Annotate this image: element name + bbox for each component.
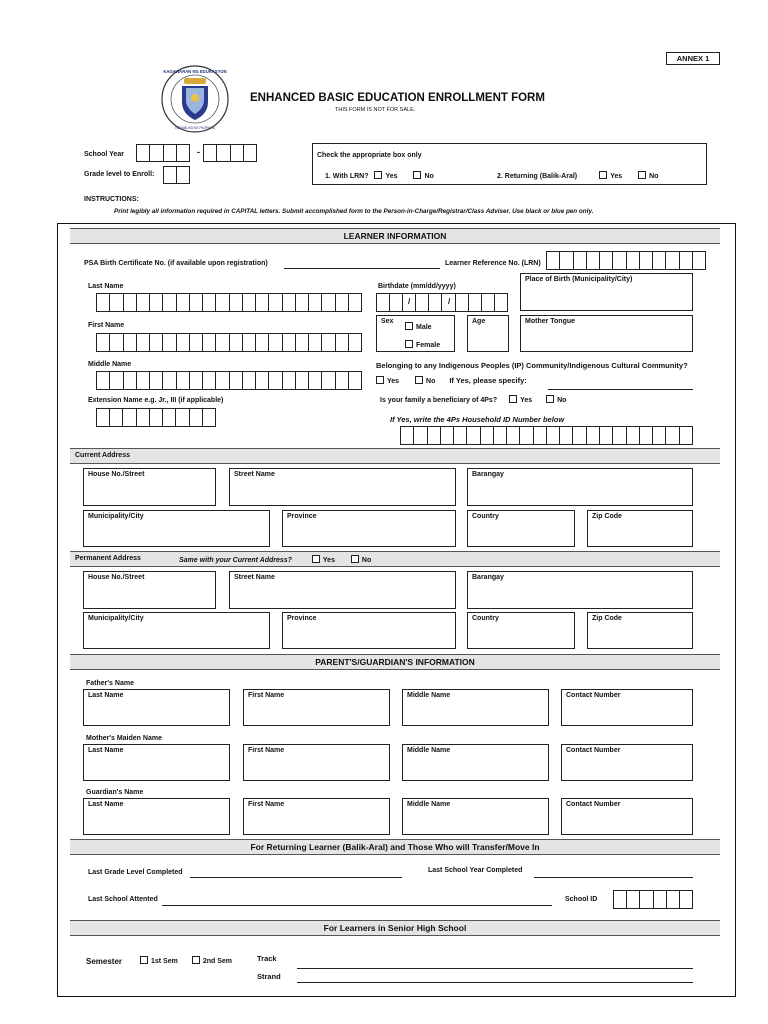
current-municipality-input[interactable] [83, 510, 270, 547]
mother-last-name-label: Last Name [88, 747, 124, 754]
guardian-name-label: Guardian's Name [86, 789, 144, 796]
same-address-yes-checkbox[interactable] [312, 555, 320, 563]
school-id-label: School ID [565, 896, 598, 903]
father-first-name-input[interactable] [243, 689, 390, 726]
father-name-label: Father's Name [86, 680, 134, 687]
current-zip-label: Zip Code [592, 513, 622, 520]
mother-name-label: Mother's Maiden Name [86, 735, 162, 742]
returning-no-checkbox[interactable] [638, 171, 646, 179]
last-name-label: Last Name [88, 283, 124, 290]
last-sy-input[interactable] [534, 877, 693, 878]
birthdate-slash-1: / [408, 297, 411, 306]
age-label: Age [472, 318, 486, 325]
sex-label: Sex [381, 318, 394, 325]
last-sy-label: Last School Year Completed [428, 867, 523, 874]
track-label: Track [257, 954, 277, 963]
current-zip-input[interactable] [587, 510, 693, 547]
permanent-municipality-input[interactable] [83, 612, 270, 649]
ip-specify-input[interactable] [548, 389, 693, 390]
lrn-input[interactable] [546, 251, 706, 270]
second-sem-label: 2nd Sem [202, 958, 232, 965]
mother-middle-name-input[interactable] [402, 744, 549, 781]
permanent-address-header: Permanent Address [75, 555, 141, 562]
place-of-birth-label: Place of Birth (Municipality/City) [525, 276, 633, 283]
father-contact-label: Contact Number [566, 692, 621, 699]
mother-tongue-label: Mother Tongue [525, 318, 576, 325]
female-checkbox[interactable] [405, 340, 413, 348]
birthdate-slash-2: / [448, 297, 451, 306]
current-barangay-label: Barangay [472, 471, 504, 478]
learner-info-header: LEARNER INFORMATION [70, 228, 720, 244]
guardian-first-name-label: First Name [248, 801, 285, 808]
permanent-street-label: Street Name [234, 574, 275, 581]
semester-label: Semester [86, 957, 123, 966]
returning-yes-checkbox[interactable] [599, 171, 607, 179]
permanent-zip-input[interactable] [587, 612, 693, 649]
permanent-barangay-label: Barangay [472, 574, 504, 581]
male-option [405, 322, 432, 331]
mother-first-name-label: First Name [248, 747, 285, 754]
check-box-group [312, 143, 707, 185]
place-of-birth-input[interactable] [520, 273, 693, 311]
father-first-name-label: First Name [248, 692, 285, 699]
last-name-input[interactable] [96, 293, 362, 312]
ip-yes-label: Yes [387, 378, 400, 385]
current-municipality-label: Municipality/City [88, 513, 144, 520]
birthdate-input[interactable] [376, 293, 508, 312]
mother-first-name-input[interactable] [243, 744, 390, 781]
mother-last-name-input[interactable] [83, 744, 230, 781]
fourps-no-checkbox[interactable] [546, 395, 554, 403]
guardian-first-name-input[interactable] [243, 798, 390, 835]
age-input[interactable] [467, 315, 509, 352]
ip-yes-checkbox[interactable] [376, 376, 384, 384]
guardian-middle-name-label: Middle Name [407, 801, 451, 808]
extension-name-label: Extension Name e.g. Jr., III (if applicable) [88, 397, 224, 404]
track-input[interactable] [297, 968, 693, 969]
lrn-yes-label: Yes [385, 173, 398, 180]
last-school-input[interactable] [162, 905, 552, 906]
same-address-yes-label: Yes [322, 557, 335, 564]
instructions-heading: INSTRUCTIONS: [84, 196, 139, 203]
current-address-header-bar [70, 448, 720, 464]
current-street-label: Street Name [234, 471, 275, 478]
semester-options [140, 956, 232, 965]
permanent-barangay-input[interactable] [467, 571, 693, 609]
ip-no-checkbox[interactable] [415, 376, 423, 384]
permanent-zip-label: Zip Code [592, 615, 622, 622]
seal-bottom-text: REPUBLIKA NG PILIPINAS [175, 126, 215, 130]
parents-header: PARENT'S/GUARDIAN'S INFORMATION [70, 654, 720, 670]
same-address-row [179, 555, 371, 564]
first-sem-checkbox[interactable] [140, 956, 148, 964]
permanent-house-input[interactable] [83, 571, 216, 609]
annex-label: ANNEX 1 [666, 52, 720, 65]
current-street-input[interactable] [229, 468, 456, 506]
father-last-name-label: Last Name [88, 692, 124, 699]
permanent-street-input[interactable] [229, 571, 456, 609]
mother-middle-name-label: Middle Name [407, 747, 451, 754]
school-id-input[interactable] [613, 890, 693, 909]
last-grade-label: Last Grade Level Completed [88, 869, 183, 876]
mother-contact-input[interactable] [561, 744, 693, 781]
grade-level-label: Grade level to Enroll: [84, 171, 155, 178]
mother-tongue-input[interactable] [520, 315, 693, 352]
permanent-house-label: House No./Street [88, 574, 145, 581]
fourps-id-input[interactable] [400, 426, 693, 445]
birthdate-label: Birthdate (mm/dd/yyyy) [378, 283, 456, 290]
seal-ring-text: KAGAWARAN NG EDUKASYON [163, 69, 227, 74]
returning-header: For Returning Learner (Balik-Aral) and Those Who will Transfer/Move In [70, 839, 720, 855]
fourps-question: Is your family a beneficiary of 4Ps? [380, 397, 498, 404]
ip-question: Belonging to any Indigenous Peoples (IP) Community/Indigenous Cultural Community? [376, 361, 688, 370]
lrn-label: Learner Reference No. (LRN) [445, 260, 541, 267]
ip-no-label: No [426, 378, 436, 385]
with-lrn-question: 1. With LRN? [325, 173, 369, 180]
strand-label: Strand [257, 972, 281, 981]
middle-name-input[interactable] [96, 371, 362, 390]
form-title: ENHANCED BASIC EDUCATION ENROLLMENT FORM [250, 92, 545, 104]
current-house-input[interactable] [83, 468, 216, 506]
grade-level-input[interactable] [163, 166, 190, 184]
school-year-dash: - [197, 147, 200, 157]
lrn-no-checkbox[interactable] [413, 171, 421, 179]
school-year-start-input[interactable] [136, 144, 190, 162]
last-school-label: Last School Attented [88, 896, 158, 903]
second-sem-checkbox[interactable] [192, 956, 200, 964]
school-year-label: School Year [84, 151, 124, 158]
lrn-no-label: No [424, 173, 434, 180]
shs-header: For Learners in Senior High School [70, 920, 720, 936]
extension-name-input[interactable] [96, 408, 216, 427]
father-middle-name-label: Middle Name [407, 692, 451, 699]
guardian-last-name-input[interactable] [83, 798, 230, 835]
current-province-input[interactable] [282, 510, 456, 547]
guardian-contact-label: Contact Number [566, 801, 621, 808]
father-last-name-input[interactable] [83, 689, 230, 726]
lrn-yes-checkbox[interactable] [374, 171, 382, 179]
guardian-middle-name-input[interactable] [402, 798, 549, 835]
guardian-contact-input[interactable] [561, 798, 693, 835]
check-instruction: Check the appropriate box only [317, 152, 422, 159]
school-year-end-input[interactable] [203, 144, 257, 162]
fourps-yes-checkbox[interactable] [509, 395, 517, 403]
female-label: Female [416, 342, 441, 349]
strand-input[interactable] [297, 982, 693, 983]
ip-specify-label: If Yes, please specify: [449, 376, 527, 385]
current-province-label: Province [287, 513, 317, 520]
first-name-input[interactable] [96, 333, 362, 352]
male-checkbox[interactable] [405, 322, 413, 330]
permanent-province-label: Province [287, 615, 317, 622]
same-address-no-checkbox[interactable] [351, 555, 359, 563]
same-address-question: Same with your Current Address? [179, 557, 292, 564]
middle-name-label: Middle Name [88, 361, 132, 368]
fourps-row [380, 395, 566, 404]
current-country-label: Country [472, 513, 499, 520]
returning-yes-label: Yes [610, 173, 623, 180]
last-grade-input[interactable] [190, 877, 402, 878]
guardian-last-name-label: Last Name [88, 801, 124, 808]
returning-row [497, 171, 658, 180]
permanent-country-input[interactable] [467, 612, 575, 649]
first-name-label: First Name [88, 322, 125, 329]
current-address-header: Current Address [75, 452, 130, 459]
father-middle-name-input[interactable] [402, 689, 549, 726]
father-contact-input[interactable] [561, 689, 693, 726]
fourps-id-label: If Yes, write the 4Ps Household ID Number below [390, 415, 565, 424]
ip-options [376, 376, 527, 385]
current-barangay-input[interactable] [467, 468, 693, 506]
mother-contact-label: Contact Number [566, 747, 621, 754]
psa-input[interactable] [284, 268, 440, 269]
permanent-province-input[interactable] [282, 612, 456, 649]
same-address-no-label: No [361, 557, 372, 564]
instructions-text: Print legibly all information required in CAPITAL letters. Submit accomplished form to the Person-in-Charge/Registrar/Class Adviser. Use black or blue pen only. [114, 208, 594, 215]
current-country-input[interactable] [467, 510, 575, 547]
sex-box [376, 315, 455, 352]
current-house-label: House No./Street [88, 471, 145, 478]
permanent-municipality-label: Municipality/City [88, 615, 144, 622]
first-sem-label: 1st Sem [151, 958, 178, 965]
deped-seal [160, 64, 230, 134]
psa-label: PSA Birth Certificate No. (if available upon registration) [84, 260, 268, 267]
permanent-country-label: Country [472, 615, 499, 622]
permanent-address-header-bar [70, 551, 720, 567]
female-option [405, 340, 440, 349]
fourps-yes-label: Yes [520, 397, 533, 404]
male-label: Male [416, 324, 432, 331]
form-subtitle: THIS FORM IS NOT FOR SALE. [335, 107, 416, 113]
fourps-no-label: No [557, 397, 567, 404]
returning-question: 2. Returning (Balik-Aral) [497, 173, 578, 180]
returning-no-label: No [649, 173, 659, 180]
with-lrn-row [325, 171, 434, 180]
